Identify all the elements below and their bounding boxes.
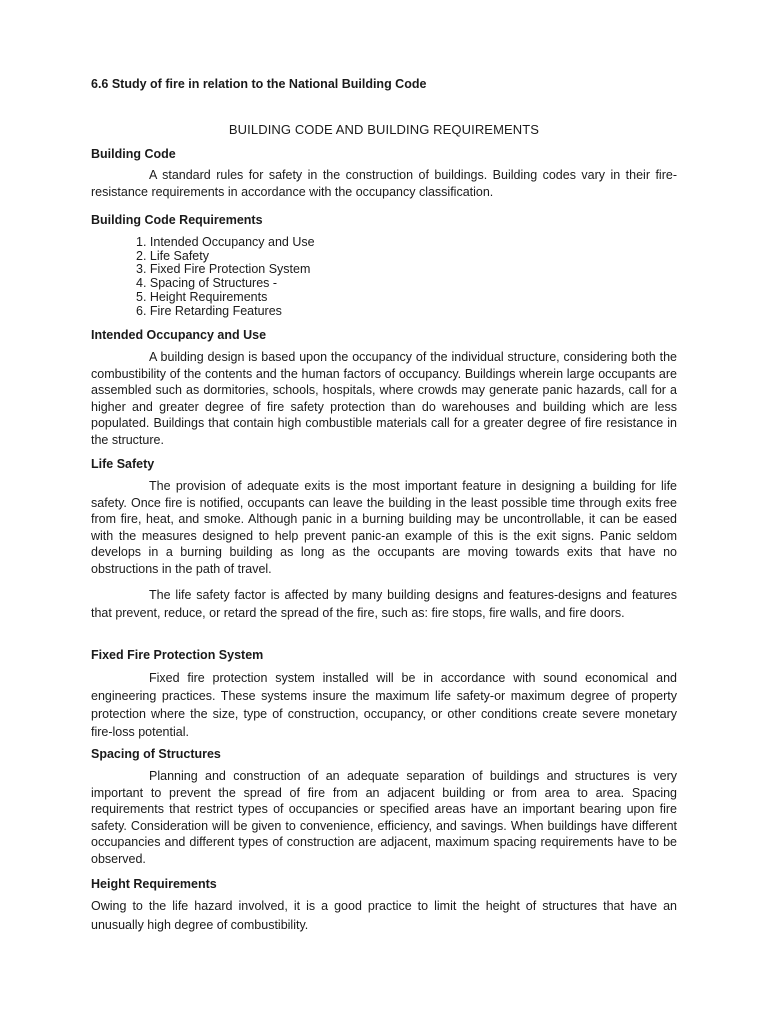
paragraph: The provision of adequate exits is the most important feature in designing a building for life safety. Once fire is notified, occupants can leave the building in the least possible time through exits free from fire, heat, and smoke. Although panic in a burning building may be uncontrollable, it can be eased with the measures designed to help prevent panic-an example of this is the exit signs. Panic seldom develops in a burning building as long as the occupants are moving towards exits that have no obstructions in the path of travel.	[91, 479, 677, 576]
paragraph: Fixed fire protection system installed will be in accordance with sound economical and engineering practices. These systems insure the maximum life safety-or maximum degree of property protection where the size, type of construction, occupancy, or other conditions create severe monetary fire-loss potential.	[91, 671, 677, 739]
section-fixed-fire-protection	[91, 647, 677, 741]
list-item: 5. Height Requirements	[136, 289, 268, 304]
page-title: BUILDING CODE AND BUILDING REQUIREMENTS	[228, 122, 540, 137]
list-item: 6. Fire Retarding Features	[136, 303, 282, 318]
section-heading: Fixed Fire Protection System	[91, 648, 264, 662]
section-heading: Height Requirements	[91, 877, 217, 891]
requirements-list	[91, 236, 677, 318]
section-height	[91, 876, 677, 935]
section-heading: Building Code	[91, 147, 176, 161]
section-heading: Intended Occupancy and Use	[91, 328, 267, 342]
section-occupancy	[91, 327, 677, 448]
section-heading: Building Code Requirements	[91, 213, 263, 227]
list-item: 4. Spacing of Structures -	[136, 276, 278, 291]
section-heading: Life Safety	[91, 457, 155, 471]
list-item: 2. Life Safety	[136, 248, 209, 263]
section-life-safety	[91, 456, 677, 622]
list-item: 1. Intended Occupancy and Use	[136, 235, 315, 249]
paragraph: Planning and construction of an adequate separation of buildings and structures is very important to prevent the spread of fire from an adjacent building or from area to area. Spacing requirements that restrict types of occupancies or specified areas have an important bearing upon fire safety. Consideration will be given to convenience, efficiency, and savings. When buildings have different occupancies and different types of construction are adjacent, maximum spacing requirements have to be observed.	[91, 769, 677, 866]
paragraph: A standard rules for safety in the construction of buildings. Building codes vary in their fire-resistance requirements in accordance with the occupancy classification.	[91, 168, 677, 199]
section-requirements	[91, 212, 677, 318]
list-item: 3. Fixed Fire Protection System	[136, 262, 311, 277]
section-number-title: 6.6 Study of fire in relation to the National Building Code	[91, 77, 427, 91]
section-heading: Spacing of Structures	[91, 747, 221, 761]
paragraph: Owing to the life hazard involved, it is a good practice to limit the height of structures that have an unusually high degree of combustibility.	[91, 899, 677, 932]
section-building-code	[91, 146, 677, 200]
paragraph: A building design is based upon the occupancy of the individual structure, considering both the combustibility of the contents and the human factors of occupancy. Buildings wherein large occupants are assembled such as dormitories, schools, hospitals, where crowds may generate panic hazards, call for a higher and greater degree of fire safety protection than do warehouses and building which are less populated. Buildings that contain high combustible materials call for a greater degree of fire resistance in the structure.	[91, 350, 677, 447]
paragraph: The life safety factor is affected by many building designs and features-designs and features that prevent, reduce, or retard the spread of the fire, such as: fire stops, fire walls, and fire doors.	[91, 588, 677, 620]
section-spacing	[91, 746, 677, 867]
